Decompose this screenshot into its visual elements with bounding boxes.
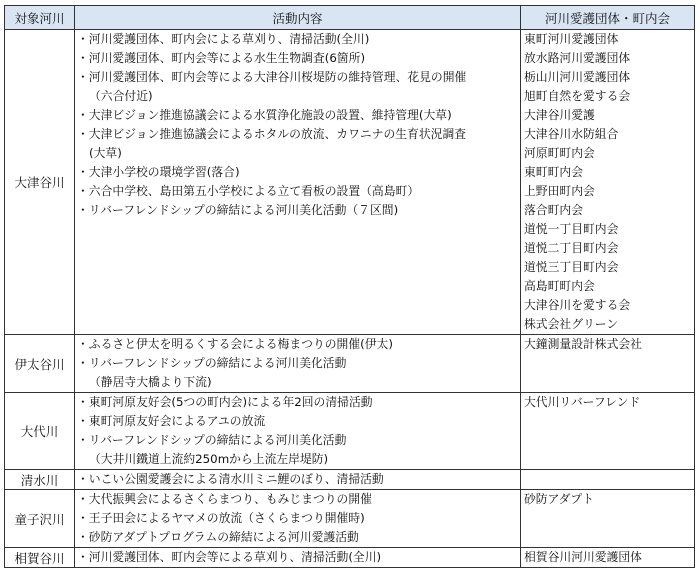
activity-line: ・リバーフレンドシップの締結による河川美化活動 bbox=[77, 433, 347, 447]
activities-cell bbox=[75, 30, 521, 335]
activity-line: ・大代振興会によるさくらまつり、もみじまつりの開催 bbox=[77, 492, 372, 506]
table-row bbox=[5, 470, 695, 490]
groups-cell bbox=[521, 393, 695, 470]
activity-line: ・いこい公園愛護会による清水川ミニ鯉のぼり、清掃活動 bbox=[77, 472, 384, 486]
group-line: 道悦一丁目町内会 bbox=[524, 222, 619, 236]
table-row bbox=[5, 393, 695, 470]
groups-cell bbox=[521, 30, 695, 335]
activity-line: ・河川愛護団体、町内会による草刈り、清掃活動(全川) bbox=[77, 32, 370, 46]
table-row bbox=[5, 548, 695, 568]
activity-line: ・リバーフレンドシップの締結による河川美化活動（７区間) bbox=[77, 203, 399, 217]
river-name-cell: 伊太谷川 bbox=[5, 335, 75, 393]
activity-line: ・大津ビジョン推進協議会によるホタルの放流、カワニナの生育状況調査 bbox=[77, 127, 467, 141]
group-line: 大鐘測量設計株式会社 bbox=[524, 337, 642, 351]
group-line: 上野田町内会 bbox=[524, 184, 595, 198]
activities-cell bbox=[75, 393, 521, 470]
activity-line: ・六合中学校、島田第五小学校による立て看板の設置（高島町） bbox=[77, 184, 420, 198]
river-name-cell: 相賀谷川 bbox=[5, 548, 75, 568]
group-line: 落合町内会 bbox=[524, 203, 583, 217]
activity-line: ・ふるさと伊太を明るくする会による梅まつりの開催(伊太) bbox=[77, 337, 393, 351]
activities-cell bbox=[75, 470, 521, 490]
group-line: 大津谷川愛護 bbox=[524, 108, 595, 122]
activity-line: ・砂防アダプトプログラムの締結による河川愛護活動 bbox=[77, 530, 359, 544]
activity-line: （静居寺大橋より下流) bbox=[89, 375, 212, 389]
river-name-cell: 大代川 bbox=[5, 393, 75, 470]
group-line: 旭町自然を愛する会 bbox=[524, 89, 631, 103]
groups-cell bbox=[521, 490, 695, 548]
activities-cell bbox=[75, 548, 521, 568]
group-line: 道悦三丁目町内会 bbox=[524, 260, 619, 274]
activity-line: ・東町河原友好会(5つの町内会)による年2回の清掃活動 bbox=[77, 395, 373, 409]
river-name-cell: 童子沢川 bbox=[5, 490, 75, 548]
header-activities: 活動内容 bbox=[75, 6, 521, 30]
activity-line: ・大津ビジョン推進協議会による水質浄化施設の設置、維持管理(大草) bbox=[77, 108, 452, 122]
activity-line: ・河川愛護団体、町内会等による草刈り、清掃活動(全川) bbox=[77, 550, 382, 564]
groups-cell bbox=[521, 335, 695, 393]
activity-line: ・河川愛護団体、町内会等による大津谷川桜堤防の維持管理、花見の開催 bbox=[77, 70, 467, 84]
group-line: 東町河川愛護団体 bbox=[524, 32, 619, 46]
group-line: 道悦二丁目町内会 bbox=[524, 241, 619, 255]
group-line: 河原町町内会 bbox=[524, 146, 595, 160]
group-line: 栃山川河川愛護団体 bbox=[524, 70, 631, 84]
activity-line: （六合付近) bbox=[89, 89, 153, 103]
group-line: 東町町内会 bbox=[524, 165, 583, 179]
activities-cell bbox=[75, 335, 521, 393]
group-line: 株式会社グリーン bbox=[524, 317, 619, 331]
river-name-cell: 清水川 bbox=[5, 470, 75, 490]
header-river: 対象河川 bbox=[5, 6, 75, 30]
group-line: 砂防アダプト bbox=[524, 492, 594, 506]
group-line: 放水路河川愛護団体 bbox=[524, 51, 631, 65]
activity-line: ・大津小学校の環境学習(落合) bbox=[77, 165, 240, 179]
group-line: 相賀谷川河川愛護団体 bbox=[524, 550, 642, 564]
activity-line: ・王子田会によるヤマメの放流（さくらまつり開催時) bbox=[77, 511, 365, 525]
activity-line: (大草) bbox=[89, 146, 122, 160]
river-activities-table bbox=[4, 5, 695, 568]
groups-cell bbox=[521, 548, 695, 568]
activities-cell bbox=[75, 490, 521, 548]
table-header-row bbox=[5, 6, 695, 30]
header-groups: 河川愛護団体・町内会 bbox=[521, 6, 695, 30]
activity-line: ・東町河原友好会によるアユの放流 bbox=[77, 414, 266, 428]
activity-line: （大井川鐵道上流約250mから上流左岸堤防) bbox=[89, 452, 329, 466]
group-line: 大津谷川を愛する会 bbox=[524, 298, 631, 312]
groups-cell bbox=[521, 470, 695, 490]
table-row bbox=[5, 335, 695, 393]
activity-line: ・河川愛護団体、町内会等による水生生物調査(6箇所) bbox=[77, 51, 366, 65]
river-name-cell: 大津谷川 bbox=[5, 30, 75, 335]
activity-line: ・リバーフレンドシップの締結による河川美化活動 bbox=[77, 356, 347, 370]
table-row bbox=[5, 490, 695, 548]
table-body bbox=[5, 30, 695, 568]
group-line: 大津谷川水防組合 bbox=[524, 127, 619, 141]
group-line: 大代川リバーフレンド bbox=[524, 395, 641, 409]
table-row bbox=[5, 30, 695, 335]
group-line: 高島町町内会 bbox=[524, 279, 595, 293]
